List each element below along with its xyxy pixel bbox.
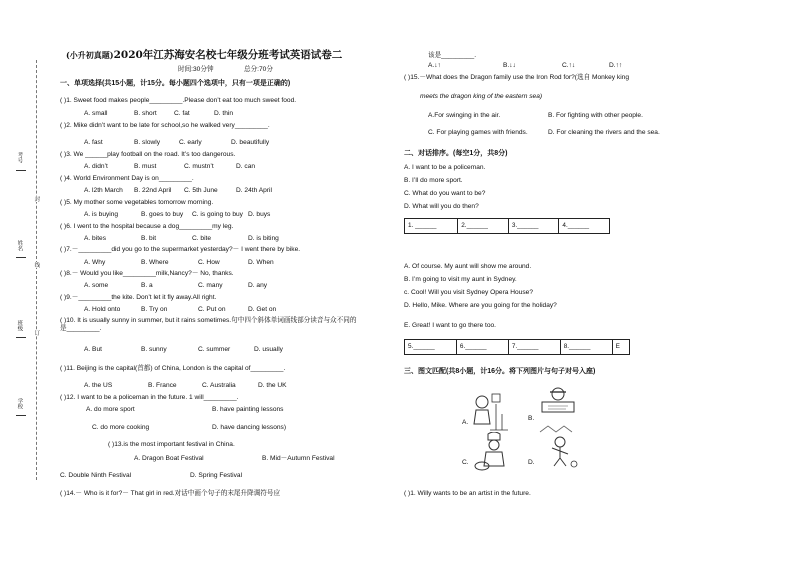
binding-blank (16, 170, 26, 171)
q11-opt-a[interactable]: A. the US (84, 382, 113, 389)
picture-c-cooking-icon (472, 432, 516, 472)
dialogue1-line-a: A. I want to be a policeman. (404, 164, 486, 171)
q14-opt-b[interactable]: B.↓↓ (503, 62, 516, 69)
q1-opt-a[interactable]: A. small (84, 110, 108, 117)
q11-opt-b[interactable]: B. France (148, 382, 177, 389)
picture-d-football-icon (536, 420, 582, 470)
question-7: ( )7.－_________did you go to the supermarket yesterday?－ I went there by bike. (60, 246, 301, 253)
dialogue1-line-b: B. I’ll do more sport. (404, 177, 463, 184)
q11-opt-c[interactable]: C. Australia (202, 382, 236, 389)
q12-opt-a[interactable]: A. do more sport (86, 406, 135, 413)
binding-fold: 订 (33, 330, 40, 336)
picture-label-d: D. (528, 459, 535, 466)
exam-time: 时间:30分钟 (178, 66, 214, 73)
dialogue2-line-a: A. Of course. My aunt will show me around. (404, 263, 532, 270)
binding-line-char: 线 (33, 262, 40, 268)
answer-cell[interactable]: 8.______ (560, 340, 612, 355)
answer-cell: E (612, 340, 629, 355)
q15-opt-b[interactable]: B. For fighting with other people. (548, 112, 643, 119)
q12-opt-b[interactable]: B. have painting lessons (212, 406, 284, 413)
q4-opt-b[interactable]: B. 22nd April (134, 187, 172, 194)
question-2: ( )2. Mike didn’t want to be late for school,so he walked very_________. (60, 122, 270, 129)
picture-label-c: C. (462, 459, 469, 466)
q12-opt-c[interactable]: C. do more cooking (92, 424, 150, 431)
question-12: ( )12. I want to be a policeman in the future. 1 will_________. (60, 394, 239, 401)
binding-label-school: 学校 (16, 398, 23, 409)
title-prefix: (小升初真题) (66, 50, 114, 60)
q11-opt-d[interactable]: D. the UK (258, 382, 287, 389)
q2-opt-d[interactable]: D. beautifully (231, 139, 270, 146)
q1-opt-c[interactable]: C. fat (174, 110, 190, 117)
question-10: ( )10. It is usually sunny in summer, but it rains sometimes.句中四个斜体单词画线部分读音与众不同的是_________. (60, 317, 357, 332)
q10-opt-b[interactable]: B. sunny (141, 346, 167, 353)
q9-opt-d[interactable]: D. Get on (248, 306, 277, 313)
q13-opt-b[interactable]: B. Mid－Autumn Festival (262, 455, 335, 462)
q3-opt-b[interactable]: B. must (134, 163, 157, 170)
q3-opt-d[interactable]: D. can (236, 163, 256, 170)
q1-opt-b[interactable]: B. short (134, 110, 157, 117)
question-8: ( )8.－ Would you like_________milk,Nancy?－ No, thanks. (60, 270, 234, 277)
picture-a-reading-icon (468, 390, 512, 432)
q7-opt-a[interactable]: A. Why (84, 259, 106, 266)
q15-opt-d[interactable]: D. For cleaning the rivers and the sea. (548, 129, 660, 136)
q14-opt-a[interactable]: A.↓↑ (428, 62, 441, 69)
question-5: ( )5. My mother some vegetables tomorrow morning. (60, 199, 214, 206)
q14-opt-c[interactable]: C.↑↓ (562, 62, 576, 69)
answer-cell[interactable]: 7.______ (508, 340, 560, 355)
q1-opt-d[interactable]: D. thin (214, 110, 234, 117)
q3-opt-a[interactable]: A. didn’t (84, 163, 108, 170)
picture-label-a: A. (462, 419, 469, 426)
q2-opt-a[interactable]: A. fast (84, 139, 103, 146)
q15-opt-c[interactable]: C. For playing games with friends. (428, 129, 528, 136)
q2-opt-b[interactable]: B. slowly (134, 139, 161, 146)
q14-opt-d[interactable]: D.↑↑ (609, 62, 623, 69)
q6-opt-c[interactable]: C. bite (192, 235, 212, 242)
q9-opt-a[interactable]: A. Hold onto (84, 306, 121, 313)
q5-opt-a[interactable]: A. is buying (84, 211, 119, 218)
q7-opt-d[interactable]: D. When (248, 259, 274, 266)
question-4: ( )4. World Environment Day is on_________. (60, 175, 194, 182)
q3-opt-c[interactable]: C. mustn’t (184, 163, 214, 170)
q7-opt-b[interactable]: B. Where (141, 259, 169, 266)
dialogue2-line-c: c. Cool! Will you visit Sydney Opera House? (404, 289, 533, 296)
q9-opt-c[interactable]: C. Put on (198, 306, 226, 313)
question-14-continued: 该是_________. (428, 52, 477, 59)
q8-opt-b[interactable]: B. a (141, 282, 153, 289)
section1-heading: 一、单项选择(共15小题，计15分。每小题四个选项中，只有一项是正确的) (60, 80, 291, 87)
q9-opt-b[interactable]: B. Try on (141, 306, 168, 313)
q10-opt-a[interactable]: A. But (84, 346, 102, 353)
binding-blank (16, 257, 26, 258)
binding-label-name: 姓名 (16, 240, 23, 251)
answer-cell[interactable]: 1. ______ (405, 219, 458, 234)
q5-opt-c[interactable]: C. is going to buy (192, 211, 243, 218)
q4-opt-a[interactable]: A. l2th March (84, 187, 123, 194)
q10-opt-c[interactable]: C. summer (198, 346, 231, 353)
binding-label-id: 考号 (16, 152, 23, 163)
binding-line (36, 60, 37, 480)
answer-cell[interactable]: 4.______ (559, 219, 610, 234)
question-11: ( )11. Beijing is the capital(首都) of China, London is the capital of_________. (60, 365, 286, 372)
answer-cell[interactable]: 6.______ (456, 340, 508, 355)
section2-heading: 二、对话排序。(每空1分，共8分) (404, 150, 508, 157)
q2-opt-c[interactable]: C. early (179, 139, 202, 146)
picture-b-painting-icon (536, 386, 580, 418)
q8-opt-a[interactable]: A. some (84, 282, 109, 289)
q4-opt-d[interactable]: D. 24th April (236, 187, 272, 194)
q5-opt-b[interactable]: B. goes to buy (141, 211, 184, 218)
exam-score: 总分:70分 (244, 66, 273, 73)
title-text: 2020年江苏海安名校七年级分班考试英语试卷二 (113, 49, 343, 61)
q10-opt-d[interactable]: D. usually (254, 346, 283, 353)
section3-question-1: ( )1. Willy wants to be an artist in the future. (404, 490, 531, 497)
picture-label-b: B. (528, 415, 535, 422)
question-15: ( )15.－What does the Dragon family use the Iron Rod for?(选自 Monkey king (404, 74, 630, 81)
answer-cell[interactable]: 3.______ (508, 219, 559, 234)
q4-opt-c[interactable]: C. 5th June (184, 187, 218, 194)
section3-heading: 三、图文匹配(共8小题，计16分。将下列图片与句子对号入座) (404, 368, 596, 375)
binding-blank (16, 337, 26, 338)
question-9: ( )9.－_________the kite. Don’t let it fly away.All right. (60, 294, 217, 301)
q8-opt-c[interactable]: C. many (198, 282, 223, 289)
question-14: ( )14.－ Who is it for?－ That girl in red.对话中画个句子的末尾升降调符号应 (60, 490, 281, 497)
q8-opt-d[interactable]: D. any (248, 282, 268, 289)
q6-opt-d[interactable]: D. is biting (248, 235, 279, 242)
question-13: ( )13.is the most important festival in China. (108, 441, 235, 448)
question-1: ( )1. Sweet food makes people_________.Please don’t eat too much sweet food. (60, 97, 297, 104)
q15-opt-a[interactable]: A.For swinging in the air. (428, 112, 501, 119)
question-15-continued: meets the dragon king of the eastern sea) (420, 93, 543, 100)
page-title (66, 49, 342, 61)
answer-cell[interactable]: 2.______ (458, 219, 509, 234)
q5-opt-d[interactable]: D. buys (248, 211, 271, 218)
question-3: ( )3. We ______play football on the road. It’s too dangerous. (60, 151, 236, 158)
q13-opt-a[interactable]: A. Dragon Boat Festival (134, 455, 204, 462)
dialogue2-line-e: E. Great! I want to go there too. (404, 322, 496, 329)
answer-table-1 (404, 218, 610, 234)
binding-seal: 封 (33, 196, 40, 202)
q6-opt-b[interactable]: B. bit (141, 235, 157, 242)
q7-opt-c[interactable]: C. How (198, 259, 220, 266)
question-6: ( )6. I went to the hospital because a dog_________my leg. (60, 223, 234, 230)
q12-opt-d[interactable]: D. have dancing lessons) (212, 424, 287, 431)
dialogue2-line-d: D. Hello, Mike. Where are you going for the holiday? (404, 302, 557, 309)
q13-opt-d[interactable]: D. Spring Festival (190, 472, 243, 479)
binding-blank (16, 415, 26, 416)
dialogue1-line-d: D. What will you do then? (404, 203, 479, 210)
dialogue2-line-b: B. I’m going to visit my aunt in Sydney. (404, 276, 517, 283)
answer-cell[interactable]: 5.______ (405, 340, 457, 355)
q6-opt-a[interactable]: A. bites (84, 235, 106, 242)
q13-opt-c[interactable]: C. Double Ninth Festival (60, 472, 132, 479)
binding-label-class: 班级 (16, 320, 23, 331)
answer-table-2 (404, 339, 630, 355)
dialogue1-line-c: C. What do you want to be? (404, 190, 486, 197)
